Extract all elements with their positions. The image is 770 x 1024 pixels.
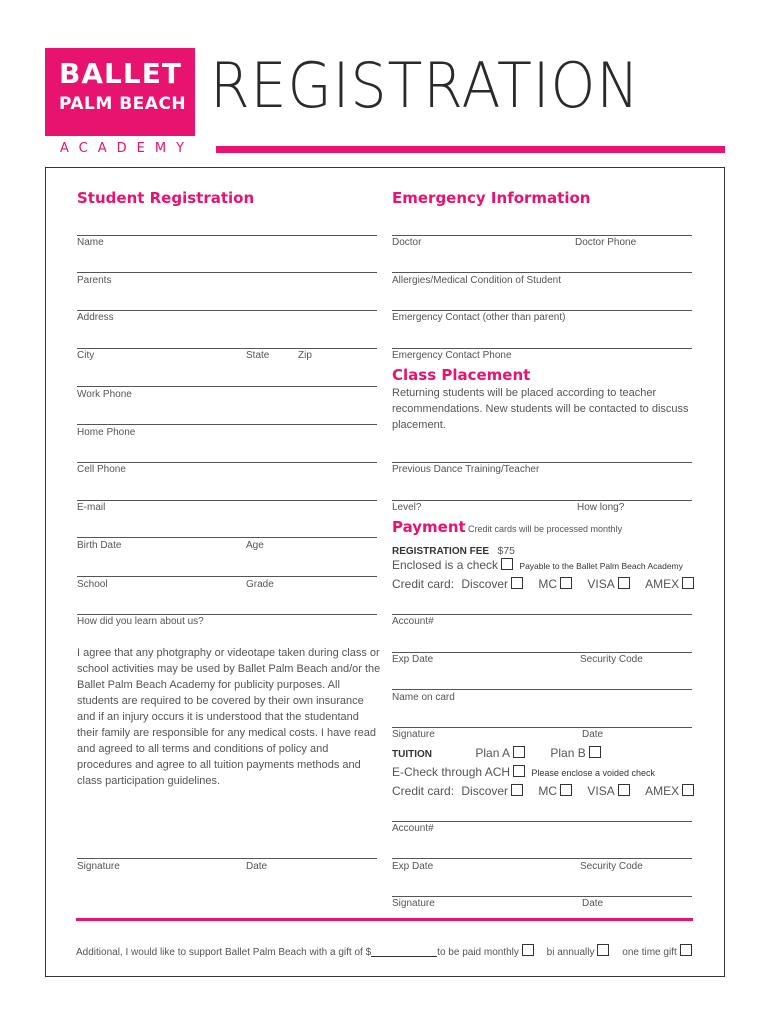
footer-divider	[76, 918, 693, 921]
security-code-label-2: Security Code	[580, 861, 643, 872]
credit-card-label-2: Credit card:	[392, 784, 455, 798]
student-signature-line[interactable]	[77, 858, 377, 859]
echeck-checkbox[interactable]	[513, 765, 525, 777]
account-label-2: Account#	[392, 823, 434, 834]
echeck-row	[392, 765, 655, 779]
exp-date-line-2[interactable]	[392, 858, 692, 859]
amex-label-2: AMEX	[645, 784, 680, 798]
amex-checkbox-2[interactable]	[682, 784, 694, 796]
discover-label-1: Discover	[461, 577, 509, 591]
emergency-contact-label: Emergency Contact (other than parent)	[392, 312, 566, 323]
name-label: Name	[77, 237, 104, 248]
account-label-1: Account#	[392, 616, 434, 627]
enclosed-check-row	[392, 558, 683, 572]
mc-label-1: MC	[538, 577, 558, 591]
school-line[interactable]	[77, 576, 377, 577]
plan-a-checkbox[interactable]	[513, 746, 525, 758]
gift-prefix: Additional, I would like to support Ballet Palm Beach with a gift of $	[76, 947, 372, 958]
level-line[interactable]	[392, 500, 692, 501]
mc-checkbox-1[interactable]	[560, 577, 572, 589]
exp-date-label-2: Exp Date	[392, 861, 434, 872]
how-learn-line[interactable]	[77, 614, 377, 615]
discover-checkbox-2[interactable]	[511, 784, 523, 796]
exp-date-line-1[interactable]	[392, 652, 692, 653]
parents-line[interactable]	[77, 272, 377, 273]
age-label: Age	[246, 540, 264, 551]
voided-check-note: Please enclose a voided check	[531, 768, 655, 778]
emergency-contact-line[interactable]	[392, 310, 692, 311]
emergency-heading: Emergency Information	[392, 189, 591, 207]
one-time-label: one time gift	[622, 947, 677, 958]
student-date-label: Date	[246, 861, 268, 872]
registration-fee	[392, 541, 515, 559]
gift-row	[76, 944, 692, 958]
visa-label-2: VISA	[587, 784, 615, 798]
tuition-row	[392, 746, 601, 760]
city-line[interactable]	[77, 348, 377, 349]
address-line[interactable]	[77, 310, 377, 311]
account-line-1[interactable]	[392, 614, 692, 615]
form-frame	[45, 167, 725, 977]
name-on-card-label: Name on card	[392, 692, 455, 703]
zip-label: Zip	[298, 350, 312, 361]
work-phone-line[interactable]	[77, 386, 377, 387]
work-phone-label: Work Phone	[77, 389, 132, 400]
visa-checkbox-2[interactable]	[618, 784, 630, 796]
cell-phone-label: Cell Phone	[77, 464, 126, 475]
amex-label-1: AMEX	[645, 577, 680, 591]
payment-heading: Payment	[392, 518, 466, 536]
logo	[45, 48, 195, 136]
city-label: City	[77, 350, 95, 361]
plan-a-label: Plan A	[475, 746, 511, 760]
doctor-line[interactable]	[392, 235, 692, 236]
exp-date-label-1: Exp Date	[392, 654, 434, 665]
cell-phone-line[interactable]	[77, 462, 377, 463]
agreement-text: I agree that any photgraphy or videotape taken during class or school activities may be used by Ballet Palm Beach and/or the Ballet Palm Beach Academy for publicity purposes. All students are required to be covered by their own insurance and if an injury occurs it is understood that the studentand their family are responsible for any medical costs. I have read and agreed to all terms and conditions of policy and procedures and agree to all tuition payments methods and class participation guidelines.	[77, 647, 381, 787]
bi-annually-label: bi annually	[546, 947, 595, 958]
student-signature-label: Signature	[77, 861, 120, 872]
one-time-checkbox[interactable]	[680, 944, 692, 956]
email-label: E-mail	[77, 502, 106, 513]
logo-line-2: PALM BEACH	[59, 94, 187, 114]
school-label: School	[77, 579, 108, 590]
paid-monthly-checkbox[interactable]	[522, 944, 534, 956]
credit-card-row-2	[392, 784, 694, 798]
level-label: Level?	[392, 502, 422, 513]
email-line[interactable]	[77, 500, 377, 501]
logo-line-1: BALLET	[59, 57, 182, 90]
payment-signature-label-1: Signature	[392, 729, 435, 740]
registration-fee-label: REGISTRATION FEE	[392, 546, 490, 557]
credit-card-label-1: Credit card:	[392, 577, 455, 591]
payment-signature-label-2: Signature	[392, 898, 435, 909]
visa-checkbox-1[interactable]	[618, 577, 630, 589]
account-line-2[interactable]	[392, 821, 692, 822]
name-on-card-line[interactable]	[392, 689, 692, 690]
name-line[interactable]	[77, 235, 377, 236]
tuition-label: TUITION	[392, 749, 432, 760]
class-placement-heading: Class Placement	[392, 366, 531, 384]
payment-note: Credit cards will be processed monthly	[468, 524, 623, 534]
enclosed-check-checkbox[interactable]	[501, 558, 513, 570]
mc-checkbox-2[interactable]	[560, 784, 572, 796]
plan-b-label: Plan B	[550, 746, 586, 760]
header-divider	[216, 146, 725, 153]
how-long-label: How long?	[577, 502, 625, 513]
home-phone-line[interactable]	[77, 424, 377, 425]
how-learn-label: How did you learn about us?	[77, 616, 204, 627]
gift-amount-field[interactable]	[371, 956, 437, 957]
logo-academy: ACADEMY	[60, 141, 195, 156]
plan-b-checkbox[interactable]	[589, 746, 601, 758]
home-phone-label: Home Phone	[77, 427, 136, 438]
previous-training-line[interactable]	[392, 462, 692, 463]
discover-label-2: Discover	[461, 784, 509, 798]
payment-signature-line-1[interactable]	[392, 727, 692, 728]
birth-date-label: Birth Date	[77, 540, 122, 551]
echeck-label: E-Check through ACH	[392, 765, 511, 779]
emergency-phone-label: Emergency Contact Phone	[392, 350, 512, 361]
state-label: State	[246, 350, 270, 361]
parents-label: Parents	[77, 275, 112, 286]
discover-checkbox-1[interactable]	[511, 577, 523, 589]
payable-note: Payable to the Ballet Palm Beach Academy	[519, 561, 683, 571]
payment-signature-line-2[interactable]	[392, 896, 692, 897]
payment-date-label-2: Date	[582, 898, 604, 909]
doctor-phone-label: Doctor Phone	[575, 237, 637, 248]
enclosed-check-label: Enclosed is a check	[392, 558, 499, 572]
birth-date-line[interactable]	[77, 537, 377, 538]
bi-annually-checkbox[interactable]	[597, 944, 609, 956]
previous-training-label: Previous Dance Training/Teacher	[392, 464, 540, 475]
credit-card-row-1	[392, 577, 694, 591]
class-placement-text: Returning students will be placed according to teacher recommendations. New students will be contacted to discuss placement.	[392, 387, 689, 431]
registration-fee-amount: $75	[497, 545, 516, 557]
mc-label-2: MC	[538, 784, 558, 798]
emergency-phone-line[interactable]	[392, 348, 692, 349]
allergies-line[interactable]	[392, 272, 692, 273]
paid-monthly-label: to be paid monthly	[437, 947, 519, 958]
address-label: Address	[77, 312, 114, 323]
doctor-label: Doctor	[392, 237, 422, 248]
allergies-label: Allergies/Medical Condition of Student	[392, 275, 561, 286]
security-code-label-1: Security Code	[580, 654, 643, 665]
payment-date-label-1: Date	[582, 729, 604, 740]
student-heading: Student Registration	[77, 189, 255, 207]
visa-label-1: VISA	[587, 577, 615, 591]
amex-checkbox-1[interactable]	[682, 577, 694, 589]
page-title: REGISTRATION	[210, 49, 640, 122]
grade-label: Grade	[246, 579, 274, 590]
